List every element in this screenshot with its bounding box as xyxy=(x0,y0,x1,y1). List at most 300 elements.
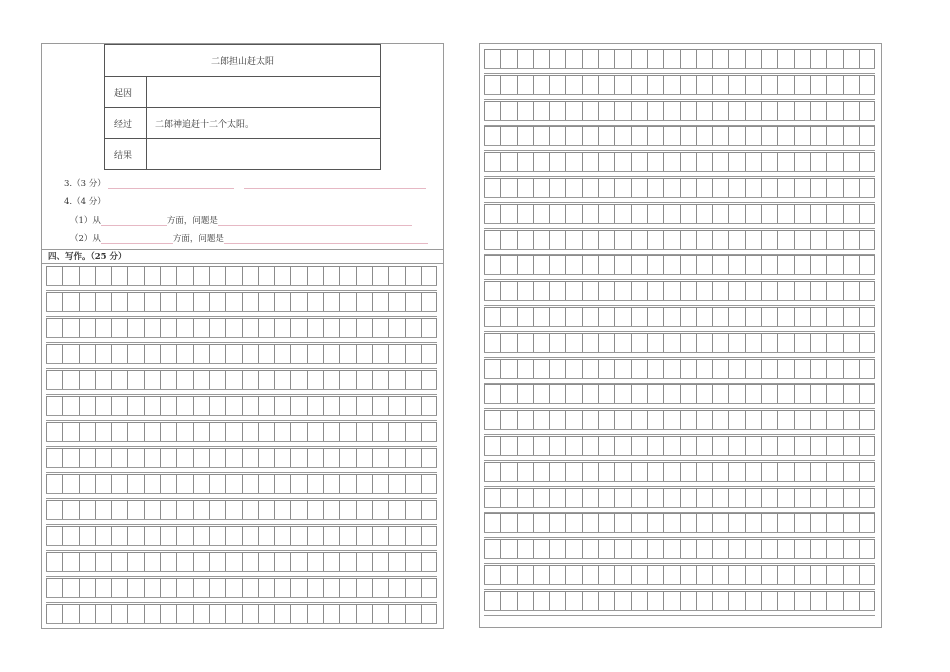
grid-cell[interactable] xyxy=(176,318,192,337)
grid-cell[interactable] xyxy=(323,318,339,337)
grid-cell[interactable] xyxy=(582,307,598,326)
grid-cell[interactable] xyxy=(859,152,875,171)
grid-cell[interactable] xyxy=(111,604,127,623)
grid-cell[interactable] xyxy=(696,333,712,352)
grid-cell[interactable] xyxy=(62,448,78,467)
grid-cell[interactable] xyxy=(323,396,339,415)
grid-cell[interactable] xyxy=(614,436,630,455)
grid-cell[interactable] xyxy=(127,396,143,415)
grid-cell[interactable] xyxy=(79,500,95,519)
grid-cell[interactable] xyxy=(111,344,127,363)
grid-cell[interactable] xyxy=(144,396,160,415)
grid-cell[interactable] xyxy=(582,75,598,94)
grid-cell[interactable] xyxy=(176,474,192,493)
grid-cell[interactable] xyxy=(111,552,127,571)
grid-cell[interactable] xyxy=(144,344,160,363)
grid-cell[interactable] xyxy=(810,462,826,481)
grid-cell[interactable] xyxy=(274,344,290,363)
grid-cell[interactable] xyxy=(95,370,111,389)
grid-cell[interactable] xyxy=(614,49,630,68)
grid-cell[interactable] xyxy=(421,396,437,415)
grid-cell[interactable] xyxy=(242,396,258,415)
grid-cell[interactable] xyxy=(859,204,875,223)
grid-cell[interactable] xyxy=(95,266,111,285)
grid-cell[interactable] xyxy=(761,255,777,274)
grid-cell[interactable] xyxy=(193,292,209,311)
grid-cell[interactable] xyxy=(517,281,533,300)
grid-cell[interactable] xyxy=(242,266,258,285)
grid-cell[interactable] xyxy=(209,318,225,337)
grid-cell[interactable] xyxy=(160,448,176,467)
grid-cell[interactable] xyxy=(777,152,793,171)
grid-cell[interactable] xyxy=(484,204,500,223)
grid-cell[interactable] xyxy=(339,604,355,623)
grid-cell[interactable] xyxy=(663,230,679,249)
grid-cell[interactable] xyxy=(810,410,826,429)
grid-cell[interactable] xyxy=(696,204,712,223)
grid-cell[interactable] xyxy=(405,396,421,415)
grid-cell[interactable] xyxy=(745,255,761,274)
grid-cell[interactable] xyxy=(859,101,875,120)
grid-cell[interactable] xyxy=(127,422,143,441)
grid-cell[interactable] xyxy=(484,126,500,145)
grid-cell[interactable] xyxy=(258,370,274,389)
grid-cell[interactable] xyxy=(859,307,875,326)
grid-cell[interactable] xyxy=(405,474,421,493)
grid-cell[interactable] xyxy=(549,101,565,120)
grid-cell[interactable] xyxy=(794,126,810,145)
grid-cell[interactable] xyxy=(598,384,614,403)
grid-cell[interactable] xyxy=(598,255,614,274)
grid-cell[interactable] xyxy=(290,500,306,519)
grid-cell[interactable] xyxy=(160,474,176,493)
grid-cell[interactable] xyxy=(777,49,793,68)
grid-cell[interactable] xyxy=(421,604,437,623)
grid-cell[interactable] xyxy=(582,513,598,532)
grid-cell[interactable] xyxy=(663,75,679,94)
grid-cell[interactable] xyxy=(810,75,826,94)
grid-cell[interactable] xyxy=(533,49,549,68)
grid-cell[interactable] xyxy=(728,307,744,326)
grid-cell[interactable] xyxy=(712,410,728,429)
grid-cell[interactable] xyxy=(712,75,728,94)
grid-cell[interactable] xyxy=(647,75,663,94)
grid-cell[interactable] xyxy=(225,370,241,389)
grid-cell[interactable] xyxy=(127,526,143,545)
grid-cell[interactable] xyxy=(859,591,875,610)
grid-cell[interactable] xyxy=(405,448,421,467)
grid-cell[interactable] xyxy=(372,526,388,545)
grid-cell[interactable] xyxy=(728,230,744,249)
grid-cell[interactable] xyxy=(631,462,647,481)
grid-cell[interactable] xyxy=(193,396,209,415)
grid-cell[interactable] xyxy=(517,178,533,197)
grid-cell[interactable] xyxy=(680,101,696,120)
grid-cell[interactable] xyxy=(728,204,744,223)
grid-cell[interactable] xyxy=(209,604,225,623)
grid-cell[interactable] xyxy=(533,539,549,558)
grid-cell[interactable] xyxy=(826,539,842,558)
grid-cell[interactable] xyxy=(533,591,549,610)
grid-cell[interactable] xyxy=(777,539,793,558)
grid-cell[interactable] xyxy=(631,591,647,610)
grid-cell[interactable] xyxy=(160,422,176,441)
grid-cell[interactable] xyxy=(761,462,777,481)
grid-cell[interactable] xyxy=(356,474,372,493)
grid-cell[interactable] xyxy=(323,474,339,493)
grid-cell[interactable] xyxy=(614,230,630,249)
grid-cell[interactable] xyxy=(500,126,516,145)
grid-cell[interactable] xyxy=(614,488,630,507)
grid-cell[interactable] xyxy=(111,578,127,597)
grid-cell[interactable] xyxy=(712,488,728,507)
grid-cell[interactable] xyxy=(745,591,761,610)
grid-cell[interactable] xyxy=(484,591,500,610)
grid-cell[interactable] xyxy=(339,474,355,493)
grid-cell[interactable] xyxy=(484,230,500,249)
grid-cell[interactable] xyxy=(176,604,192,623)
grid-cell[interactable] xyxy=(46,318,62,337)
grid-cell[interactable] xyxy=(745,565,761,584)
grid-cell[interactable] xyxy=(712,591,728,610)
grid-cell[interactable] xyxy=(533,565,549,584)
grid-cell[interactable] xyxy=(225,552,241,571)
grid-cell[interactable] xyxy=(517,230,533,249)
grid-cell[interactable] xyxy=(144,448,160,467)
grid-cell[interactable] xyxy=(356,422,372,441)
grid-cell[interactable] xyxy=(500,307,516,326)
grid-cell[interactable] xyxy=(631,49,647,68)
grid-cell[interactable] xyxy=(549,307,565,326)
grid-cell[interactable] xyxy=(647,436,663,455)
grid-cell[interactable] xyxy=(290,396,306,415)
grid-cell[interactable] xyxy=(307,552,323,571)
grid-cell[interactable] xyxy=(728,101,744,120)
grid-cell[interactable] xyxy=(696,75,712,94)
grid-cell[interactable] xyxy=(533,152,549,171)
grid-cell[interactable] xyxy=(582,333,598,352)
grid-cell[interactable] xyxy=(680,591,696,610)
grid-cell[interactable] xyxy=(517,462,533,481)
grid-cell[interactable] xyxy=(356,552,372,571)
answer-blank[interactable] xyxy=(108,179,234,189)
grid-cell[interactable] xyxy=(549,333,565,352)
grid-cell[interactable] xyxy=(339,318,355,337)
grid-cell[interactable] xyxy=(631,75,647,94)
grid-cell[interactable] xyxy=(405,604,421,623)
grid-cell[interactable] xyxy=(663,307,679,326)
grid-cell[interactable] xyxy=(323,604,339,623)
grid-cell[interactable] xyxy=(614,462,630,481)
grid-cell[interactable] xyxy=(728,126,744,145)
grid-cell[interactable] xyxy=(843,255,859,274)
grid-cell[interactable] xyxy=(631,307,647,326)
grid-cell[interactable] xyxy=(258,578,274,597)
grid-cell[interactable] xyxy=(663,513,679,532)
grid-cell[interactable] xyxy=(565,101,581,120)
grid-cell[interactable] xyxy=(631,384,647,403)
grid-cell[interactable] xyxy=(696,565,712,584)
grid-cell[interactable] xyxy=(46,578,62,597)
grid-cell[interactable] xyxy=(46,266,62,285)
grid-cell[interactable] xyxy=(598,101,614,120)
grid-cell[interactable] xyxy=(144,604,160,623)
grid-cell[interactable] xyxy=(95,396,111,415)
grid-cell[interactable] xyxy=(388,578,404,597)
grid-cell[interactable] xyxy=(274,448,290,467)
grid-cell[interactable] xyxy=(160,604,176,623)
grid-cell[interactable] xyxy=(79,552,95,571)
grid-cell[interactable] xyxy=(761,101,777,120)
grid-cell[interactable] xyxy=(859,436,875,455)
grid-cell[interactable] xyxy=(663,281,679,300)
row-content-cause[interactable] xyxy=(147,77,381,108)
grid-cell[interactable] xyxy=(62,396,78,415)
grid-cell[interactable] xyxy=(728,333,744,352)
grid-cell[interactable] xyxy=(843,230,859,249)
grid-cell[interactable] xyxy=(810,307,826,326)
grid-cell[interactable] xyxy=(712,230,728,249)
grid-cell[interactable] xyxy=(323,344,339,363)
grid-cell[interactable] xyxy=(127,344,143,363)
grid-cell[interactable] xyxy=(647,462,663,481)
grid-cell[interactable] xyxy=(582,384,598,403)
grid-cell[interactable] xyxy=(712,462,728,481)
grid-cell[interactable] xyxy=(859,513,875,532)
grid-cell[interactable] xyxy=(728,565,744,584)
grid-cell[interactable] xyxy=(859,281,875,300)
grid-cell[interactable] xyxy=(810,359,826,378)
grid-cell[interactable] xyxy=(647,539,663,558)
grid-cell[interactable] xyxy=(46,604,62,623)
grid-cell[interactable] xyxy=(111,396,127,415)
grid-cell[interactable] xyxy=(810,513,826,532)
grid-cell[interactable] xyxy=(517,591,533,610)
grid-cell[interactable] xyxy=(777,75,793,94)
grid-cell[interactable] xyxy=(225,266,241,285)
grid-cell[interactable] xyxy=(127,474,143,493)
grid-cell[interactable] xyxy=(258,500,274,519)
grid-cell[interactable] xyxy=(565,359,581,378)
grid-cell[interactable] xyxy=(712,384,728,403)
grid-cell[interactable] xyxy=(826,384,842,403)
grid-cell[interactable] xyxy=(339,526,355,545)
grid-cell[interactable] xyxy=(323,526,339,545)
grid-cell[interactable] xyxy=(745,126,761,145)
grid-cell[interactable] xyxy=(160,344,176,363)
grid-cell[interactable] xyxy=(663,436,679,455)
grid-cell[interactable] xyxy=(500,565,516,584)
grid-cell[interactable] xyxy=(810,333,826,352)
grid-cell[interactable] xyxy=(517,101,533,120)
grid-cell[interactable] xyxy=(696,410,712,429)
grid-cell[interactable] xyxy=(160,578,176,597)
grid-cell[interactable] xyxy=(484,333,500,352)
grid-cell[interactable] xyxy=(647,281,663,300)
grid-cell[interactable] xyxy=(160,526,176,545)
grid-cell[interactable] xyxy=(582,359,598,378)
grid-cell[interactable] xyxy=(647,565,663,584)
grid-cell[interactable] xyxy=(356,526,372,545)
grid-cell[interactable] xyxy=(859,255,875,274)
grid-cell[interactable] xyxy=(258,266,274,285)
grid-cell[interactable] xyxy=(405,422,421,441)
grid-cell[interactable] xyxy=(533,281,549,300)
answer-blank[interactable] xyxy=(101,216,167,226)
grid-cell[interactable] xyxy=(794,436,810,455)
grid-cell[interactable] xyxy=(745,488,761,507)
grid-cell[interactable] xyxy=(680,75,696,94)
grid-cell[interactable] xyxy=(290,292,306,311)
grid-cell[interactable] xyxy=(290,474,306,493)
grid-cell[interactable] xyxy=(794,178,810,197)
grid-cell[interactable] xyxy=(614,204,630,223)
grid-cell[interactable] xyxy=(323,370,339,389)
grid-cell[interactable] xyxy=(176,500,192,519)
grid-cell[interactable] xyxy=(549,281,565,300)
grid-cell[interactable] xyxy=(209,370,225,389)
grid-cell[interactable] xyxy=(598,307,614,326)
grid-cell[interactable] xyxy=(95,448,111,467)
grid-cell[interactable] xyxy=(79,578,95,597)
grid-cell[interactable] xyxy=(728,436,744,455)
grid-cell[interactable] xyxy=(500,230,516,249)
grid-cell[interactable] xyxy=(160,552,176,571)
grid-cell[interactable] xyxy=(500,178,516,197)
grid-cell[interactable] xyxy=(810,255,826,274)
grid-cell[interactable] xyxy=(696,513,712,532)
grid-cell[interactable] xyxy=(274,266,290,285)
grid-cell[interactable] xyxy=(549,255,565,274)
grid-cell[interactable] xyxy=(582,255,598,274)
grid-cell[interactable] xyxy=(274,292,290,311)
grid-cell[interactable] xyxy=(549,410,565,429)
grid-cell[interactable] xyxy=(258,422,274,441)
grid-cell[interactable] xyxy=(500,49,516,68)
grid-cell[interactable] xyxy=(193,578,209,597)
grid-cell[interactable] xyxy=(761,307,777,326)
grid-cell[interactable] xyxy=(484,410,500,429)
grid-cell[interactable] xyxy=(843,281,859,300)
grid-cell[interactable] xyxy=(517,384,533,403)
grid-cell[interactable] xyxy=(62,500,78,519)
grid-cell[interactable] xyxy=(356,318,372,337)
grid-cell[interactable] xyxy=(810,230,826,249)
grid-cell[interactable] xyxy=(680,565,696,584)
grid-cell[interactable] xyxy=(647,359,663,378)
grid-cell[interactable] xyxy=(517,436,533,455)
grid-cell[interactable] xyxy=(565,436,581,455)
grid-cell[interactable] xyxy=(843,204,859,223)
grid-cell[interactable] xyxy=(549,230,565,249)
grid-cell[interactable] xyxy=(647,333,663,352)
grid-cell[interactable] xyxy=(62,604,78,623)
grid-cell[interactable] xyxy=(680,410,696,429)
grid-cell[interactable] xyxy=(777,307,793,326)
grid-cell[interactable] xyxy=(843,591,859,610)
grid-cell[interactable] xyxy=(323,266,339,285)
grid-cell[interactable] xyxy=(372,344,388,363)
grid-cell[interactable] xyxy=(647,126,663,145)
grid-cell[interactable] xyxy=(46,552,62,571)
grid-cell[interactable] xyxy=(712,101,728,120)
grid-cell[interactable] xyxy=(614,255,630,274)
grid-cell[interactable] xyxy=(388,604,404,623)
grid-cell[interactable] xyxy=(761,333,777,352)
grid-cell[interactable] xyxy=(761,488,777,507)
grid-cell[interactable] xyxy=(307,292,323,311)
grid-cell[interactable] xyxy=(517,333,533,352)
grid-cell[interactable] xyxy=(533,178,549,197)
grid-cell[interactable] xyxy=(95,604,111,623)
grid-cell[interactable] xyxy=(631,539,647,558)
grid-cell[interactable] xyxy=(826,152,842,171)
grid-cell[interactable] xyxy=(307,266,323,285)
grid-cell[interactable] xyxy=(517,565,533,584)
grid-cell[interactable] xyxy=(761,384,777,403)
grid-cell[interactable] xyxy=(258,318,274,337)
grid-cell[interactable] xyxy=(533,410,549,429)
grid-cell[interactable] xyxy=(258,474,274,493)
grid-cell[interactable] xyxy=(598,462,614,481)
grid-cell[interactable] xyxy=(794,75,810,94)
grid-cell[interactable] xyxy=(631,359,647,378)
grid-cell[interactable] xyxy=(339,370,355,389)
grid-cell[interactable] xyxy=(46,526,62,545)
grid-cell[interactable] xyxy=(565,49,581,68)
grid-cell[interactable] xyxy=(663,126,679,145)
grid-cell[interactable] xyxy=(843,178,859,197)
grid-cell[interactable] xyxy=(225,292,241,311)
grid-cell[interactable] xyxy=(843,49,859,68)
grid-cell[interactable] xyxy=(549,591,565,610)
grid-cell[interactable] xyxy=(111,474,127,493)
grid-cell[interactable] xyxy=(745,230,761,249)
grid-cell[interactable] xyxy=(209,474,225,493)
grid-cell[interactable] xyxy=(859,359,875,378)
grid-cell[interactable] xyxy=(582,152,598,171)
grid-cell[interactable] xyxy=(500,333,516,352)
grid-cell[interactable] xyxy=(339,266,355,285)
grid-cell[interactable] xyxy=(647,255,663,274)
grid-cell[interactable] xyxy=(745,75,761,94)
grid-cell[interactable] xyxy=(111,500,127,519)
grid-cell[interactable] xyxy=(565,204,581,223)
grid-cell[interactable] xyxy=(290,370,306,389)
grid-cell[interactable] xyxy=(582,178,598,197)
grid-cell[interactable] xyxy=(372,266,388,285)
grid-cell[interactable] xyxy=(111,526,127,545)
grid-cell[interactable] xyxy=(859,384,875,403)
grid-cell[interactable] xyxy=(777,178,793,197)
grid-cell[interactable] xyxy=(372,604,388,623)
grid-cell[interactable] xyxy=(517,126,533,145)
grid-cell[interactable] xyxy=(549,565,565,584)
grid-cell[interactable] xyxy=(517,49,533,68)
grid-cell[interactable] xyxy=(274,422,290,441)
grid-cell[interactable] xyxy=(339,552,355,571)
grid-cell[interactable] xyxy=(484,513,500,532)
grid-cell[interactable] xyxy=(193,448,209,467)
grid-cell[interactable] xyxy=(242,552,258,571)
grid-cell[interactable] xyxy=(598,591,614,610)
grid-cell[interactable] xyxy=(127,266,143,285)
grid-cell[interactable] xyxy=(242,448,258,467)
grid-cell[interactable] xyxy=(614,281,630,300)
grid-cell[interactable] xyxy=(549,384,565,403)
grid-cell[interactable] xyxy=(421,370,437,389)
grid-cell[interactable] xyxy=(826,230,842,249)
